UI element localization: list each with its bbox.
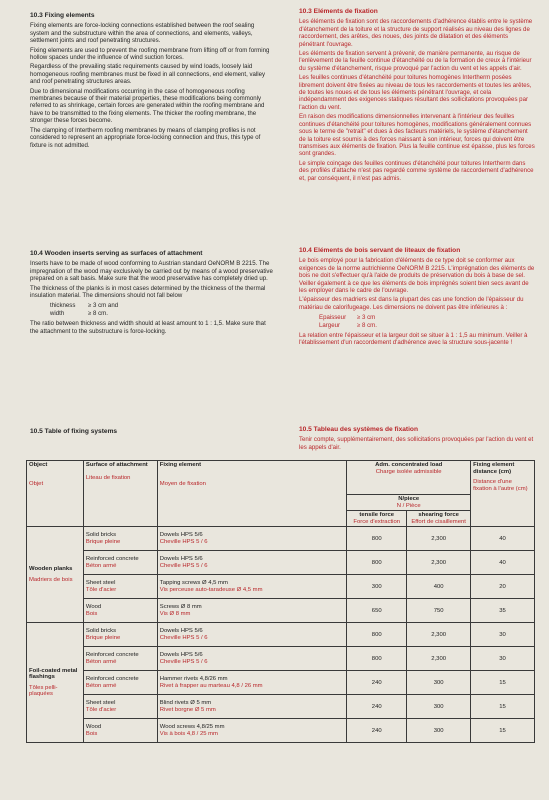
fixing-cell: Dowels HPS 5/6 Cheville HPS 5 / 6 [157, 647, 346, 671]
object-cell: Wooden planks Madriers de bois [27, 527, 84, 623]
dimension-row: Largeur ≥ 8 cm. [319, 321, 377, 329]
section-10-5-fr [299, 426, 535, 453]
dimension-row: thickness ≥ 3 cm and [50, 302, 119, 310]
fixing-systems-table [26, 460, 535, 743]
surface-cell: Solid bricks Brique pleine [83, 623, 157, 647]
fixing-cell: Wood screws 4,8/25 mm Vis à bois 4,8 / 25 mm [157, 719, 346, 743]
table-row [27, 599, 535, 623]
section-title: 10.5 Tableau des systèmes de fixation [299, 426, 418, 433]
surface-cell: Reinforced concrete Béton armé [83, 647, 157, 671]
section-title: 10.5 Table of fixing systems [30, 428, 118, 435]
distance-cell: 30 [471, 647, 535, 671]
fixing-cell: Dowels HPS 5/6 Cheville HPS 5 / 6 [157, 551, 346, 575]
section-title: 10.3 Fixing elements [30, 12, 95, 19]
distance-cell: 30 [471, 623, 535, 647]
header-shear: shearing force Effort de cisaillement [407, 511, 471, 527]
surface-cell: Wood Bois [83, 599, 157, 623]
dimension-row: Epaisseur ≥ 3 cm [319, 314, 376, 322]
paragraph: Le bois employé pour la fabrication d'éléments de ce type doit se conformer aux exigences de la norme autrichienne OeNORM B 2215. L'imprégnation des éléments de bois ne doit s'effectuer qu'à l'aide de produits de préservation du bois à base de sel. Veiller également à ce que les éléments de bois imprégnés soient bien secs avant de les employer dans le cadre de l'ouvrage. [299, 257, 535, 295]
table-row [27, 695, 535, 719]
shear-cell: 300 [407, 719, 471, 743]
fixing-cell: Dowels HPS 5/6 Cheville HPS 5 / 6 [157, 527, 346, 551]
fixing-cell: Dowels HPS 5/6 Cheville HPS 5 / 6 [157, 623, 346, 647]
tensile-cell: 650 [347, 599, 407, 623]
surface-cell: Reinforced concrete Béton armé [83, 551, 157, 575]
paragraph: En raison des modifications dimensionnelles intervenant à l'intérieur des feuilles continues d'étanchéité pour toitures homogènes, modifications généralement connues sous le terme de "retrait" et dues à des facteurs matériels, le système d'étanchement de la toiture est soumis à des forces naissant à son intérieur, forces qui doivent être transmises aux éléments de fixation. Plus la feuille continue est épaisse, plus les forces sont grandes. [299, 113, 535, 158]
distance-cell: 15 [471, 719, 535, 743]
paragraph: Fixing elements are used to prevent the roofing membrane from lifting off or from forming hollow spaces under the influence of wind suction forces. [30, 46, 270, 62]
distance-cell: 35 [471, 599, 535, 623]
tensile-cell: 240 [347, 719, 407, 743]
distance-cell: 15 [471, 671, 535, 695]
paragraph: The thickness of the planks is in most cases determined by the thickness of the thermal insulation material. The dimensions should not fall below [30, 284, 266, 300]
tensile-cell: 240 [347, 695, 407, 719]
tensile-cell: 800 [347, 551, 407, 575]
shear-cell: 2,300 [407, 551, 471, 575]
paragraph: Les éléments de fixation sont des raccordements d'adhérence établis entre le système d'étanchement de la toiture et la structure de support réalisés au niveau des lignes de raccordement, des arêtes, des noues, des joints de dilatation et des éléments pénétrant l'ouvrage. [299, 18, 533, 48]
surface-cell: Wood Bois [83, 719, 157, 743]
section-10-3-fr [299, 8, 535, 184]
table-row [27, 575, 535, 599]
shear-cell: 2,300 [407, 647, 471, 671]
header-surface: Surface of attachment Liteau de fixation [83, 461, 157, 527]
section-10-4-en [30, 250, 274, 337]
distance-cell: 40 [471, 551, 535, 575]
fixing-cell: Tapping screws Ø 4,5 mm Vis perceuse auto-taradeuse Ø 4,5 mm [157, 575, 346, 599]
paragraph: Les feuilles continues d'étanchéité pour toitures homogènes Intertherm posées librement doivent être fixées au niveau de tous les raccordements et toutes les arêtes, de toutes les noues et de tous les éléments pénétrant l'ouvrage, et cela indépendamment des exigences statiques résultant des sollicitations provoquées par l'action du vent. [299, 74, 532, 111]
paragraph: Les éléments de fixation servent à prévenir, de manière permanente, au risque de l'enlèvement de la feuille continue d'étanchéité ou de la formation de creux à l'intérieur du système d'étanchement, risque provoqué par l'action du vent et les appels d'air. [299, 50, 532, 72]
paragraph: Regardless of the prevailing static requirements caused by wind loads, loosely laid homogeneous roofing membranes must be fixed in all connections, end element, valley and roof penetrating structures areas. [30, 63, 266, 86]
header-distance: Fixing element distance (cm) Distance d'une fixation à l'autre (cm) [471, 461, 535, 527]
paragraph: L'épaisseur des madriers est dans la plupart des cas une fonction de l'épaisseur du matériau de calorifugeage. Les dimensions ne doivent pas être inférieures à : [299, 296, 524, 311]
table-row [27, 671, 535, 695]
section-10-4-fr [299, 247, 535, 349]
paragraph: The ratio between thickness and width should at least amount to 1 : 1,5. Make sure that the attachment to the substructure is force-locking. [30, 320, 266, 335]
object-cell: Foil-coated metal flashings Tôles pelli-plaquées [27, 623, 84, 743]
distance-cell: 20 [471, 575, 535, 599]
tensile-cell: 300 [347, 575, 407, 599]
paragraph: Tenir compte, supplémentairement, des sollicitations provoquées par l'action du vent et les appels d'air. [299, 436, 534, 451]
header-tensile: tensile force Force d'extraction [347, 511, 407, 527]
table-header-row [27, 461, 535, 495]
dimension-list [50, 302, 274, 317]
distance-cell: 15 [471, 695, 535, 719]
table-row [27, 719, 535, 743]
tensile-cell: 240 [347, 671, 407, 695]
table-row [27, 623, 535, 647]
fixing-cell: Screws Ø 8 mm Vis Ø 8 mm [157, 599, 346, 623]
paragraph: La relation entre l'épaisseur et la largeur doit se situer à 1 : 1,5 au minimum. Veiller à l'établissement d'un raccordement d'adhérence avec la structure sous-jacente ! [299, 332, 528, 347]
paragraph: Le simple coinçage des feuilles continues d'étanchéité pour toitures Intertherm dans des profilés d'attache n'est pas regardé comme système de raccordement d'adhérence et, par conséquent, il n'est pas admis. [299, 159, 534, 182]
shear-cell: 400 [407, 575, 471, 599]
paragraph: Fixing elements are force-locking connections established between the roof sealing system and the substructure within the area of connections, and elements, valleys, settlement joints and roof penetrating structures. [30, 22, 255, 45]
section-10-3-en [30, 12, 274, 151]
paragraph: Due to dimensional modifications occurring in the case of homogeneous roofing membranes because of their material properties, these modifications being commonly referred to as shrinkage, certain forces are generated within the roofing membrane and have to be transmitted to the fixing elements. The thicker the roofing membrane, the stronger these forces become. [30, 87, 265, 125]
shear-cell: 300 [407, 695, 471, 719]
table-row [27, 527, 535, 551]
dimension-list [319, 314, 535, 329]
shear-cell: 2,300 [407, 623, 471, 647]
surface-cell: Sheet steel Tôle d'acier [83, 695, 157, 719]
table-row [27, 647, 535, 671]
header-unit: N/piece N / Pièce [347, 495, 471, 511]
paragraph: The clamping of Intertherm roofing membranes by means of clamping profiles is not considered to represent an appropriate force-locking connection and thus, this type of fixture is not admitted. [30, 126, 261, 149]
shear-cell: 300 [407, 671, 471, 695]
header-fixing: Fixing element Moyen de fixation [157, 461, 346, 527]
surface-cell: Sheet steel Tôle d'acier [83, 575, 157, 599]
distance-cell: 40 [471, 527, 535, 551]
tensile-cell: 800 [347, 647, 407, 671]
surface-cell: Reinforced concrete Béton armé [83, 671, 157, 695]
shear-cell: 750 [407, 599, 471, 623]
header-load: Adm. concentrated load Charge isolée admissible [347, 461, 471, 495]
tensile-cell: 800 [347, 623, 407, 647]
fixing-cell: Blind rivets Ø 5 mm Rivet borgne Ø 5 mm [157, 695, 346, 719]
section-title: 10.3 Eléments de fixation [299, 8, 378, 15]
table-row [27, 551, 535, 575]
section-title: 10.4 Wooden inserts serving as surfaces of attachment [30, 250, 203, 257]
shear-cell: 2,300 [407, 527, 471, 551]
tensile-cell: 800 [347, 527, 407, 551]
surface-cell: Solid bricks Brique pleine [83, 527, 157, 551]
header-object: Object Objet [27, 461, 84, 527]
section-10-5-en [30, 428, 274, 438]
fixing-cell: Hammer rivets 4,8/26 mm Rivet à frapper au marteau 4,8 / 26 mm [157, 671, 346, 695]
section-title: 10.4 Eléments de bois servant de liteaux de fixation [299, 247, 461, 254]
dimension-row: width ≥ 8 cm. [50, 309, 108, 317]
paragraph: Inserts have to be made of wood conforming to Austrian standard OeNORM B 2215. The impregnation of the wood may exclusively be carried out by means of a wood preservative prepared on a salt basis. Make sure that the wood preservative has completely dried up. [30, 260, 273, 283]
